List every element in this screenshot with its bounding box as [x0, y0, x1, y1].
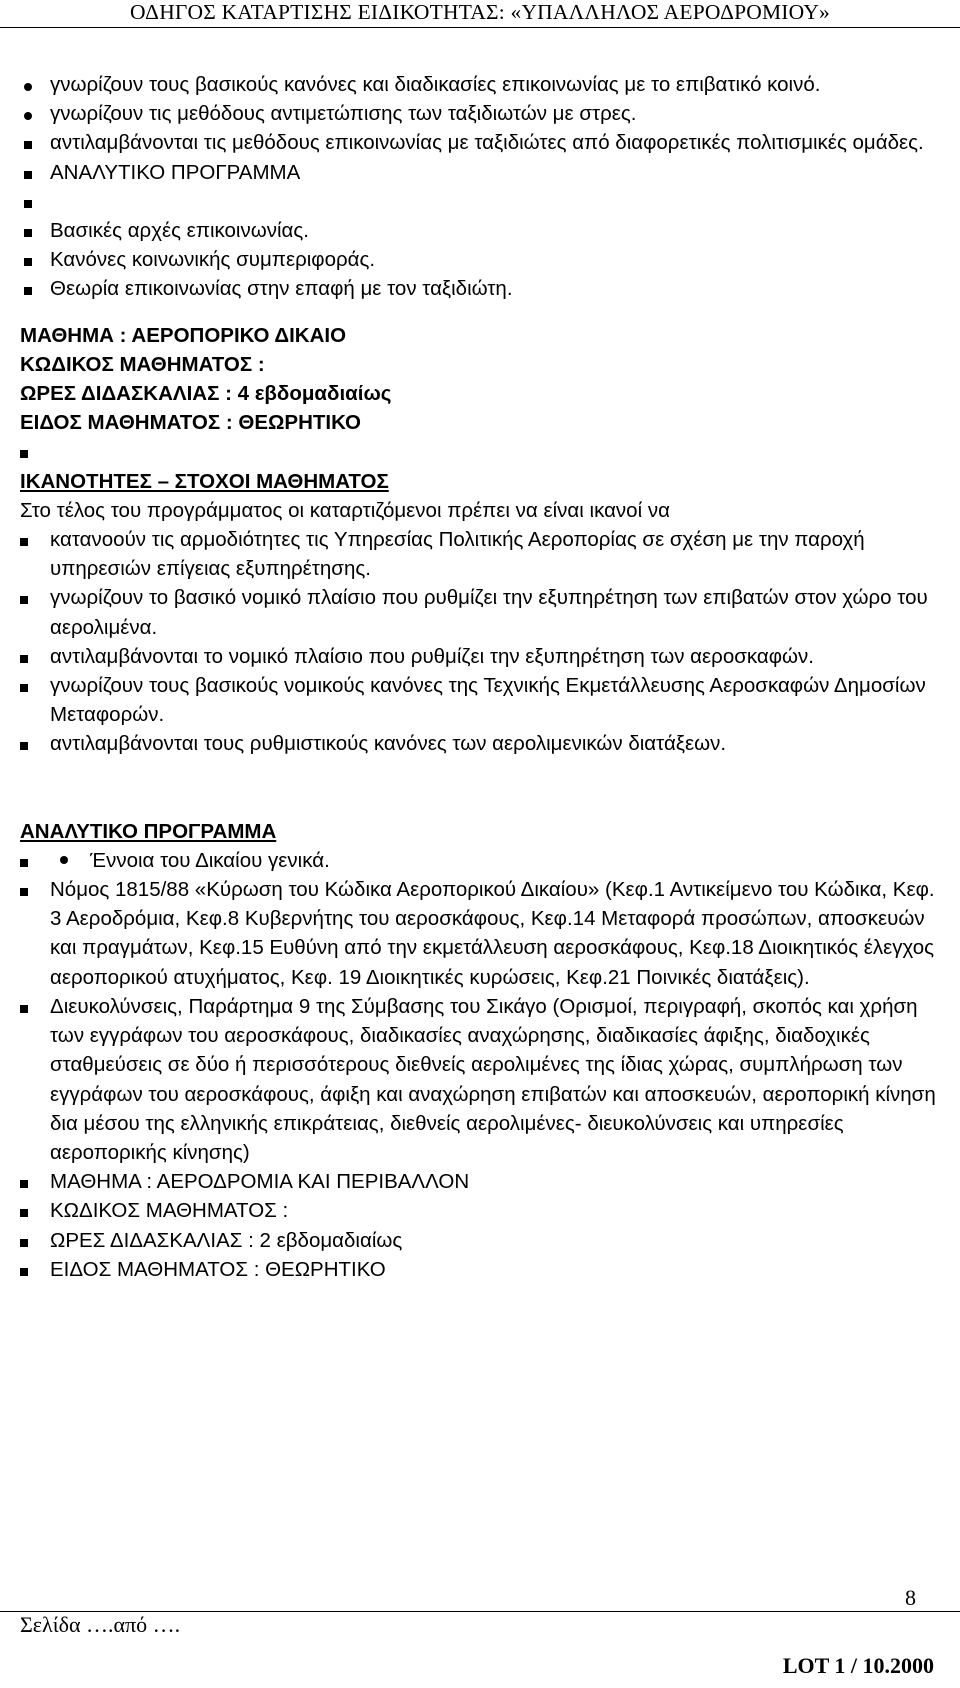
- square-bullet-icon: [24, 274, 32, 303]
- course-code: ΚΩΔΙΚΟΣ ΜΑΘΗΜΑΤΟΣ :: [20, 352, 265, 376]
- square-bullet-icon: [24, 158, 32, 187]
- goals-heading: ΙΚΑΝΟΤΗΤΕΣ – ΣΤΟΧΟΙ ΜΑΘΗΜΑΤΟΣ: [20, 469, 389, 493]
- program-item: ΚΩΔΙΚΟΣ ΜΑΘΗΜΑΤΟΣ :: [20, 1196, 940, 1225]
- intro-item: ΑΝΑΛΥΤΙΚΟ ΠΡΟΓΡΑΜΜΑ: [20, 158, 940, 187]
- square-bullet-icon: [20, 1196, 28, 1225]
- lot-label: LOT 1 / 10.2000: [782, 1653, 934, 1678]
- empty-bullet-item: [20, 437, 940, 466]
- program-item: Διευκολύνσεις, Παράρτημα 9 της Σύμβασης του Σικάγο (Ορισμοί, περιγραφή, σκοπός και χρήση των εγγράφων του αεροσκάφους, διαδικασίες αναχώρησης, διαδικασίες άφιξης, διαδοχικές σταθμεύσεις σε δύο ή περισσότερους διεθνείς αερολιμένες της ίδιας χώρας, συμπλήρωση των εγγράφων του αεροσκάφους, άφιξη και αναχώρηση επιβατών και αποσκευών, αεροπορική κίνηση δια μέσου της ελληνικής επικράτειας, διεθνείς αερολιμένες- διευκολύνσεις και υπηρεσίες αεροπορικής κίνησης): [20, 992, 940, 1167]
- square-bullet-icon: [20, 1226, 28, 1255]
- square-bullet-icon: [20, 642, 28, 671]
- header-title: ΟΔΗΓΟΣ ΚΑΤΑΡΤΙΣΗΣ ΕΙΔΙΚΟΤΗΤΑΣ: «ΥΠΑΛΛΗΛΟΣ ΑΕΡΟΔΡΟΜΙΟΥ»: [129, 0, 830, 24]
- round-bullet-icon: [24, 99, 32, 128]
- square-bullet-icon: [20, 1167, 28, 1196]
- page-content: [20, 70, 940, 1284]
- square-bullet-icon: [24, 187, 32, 216]
- page-number: 8: [905, 1585, 916, 1610]
- round-bullet-icon: [60, 856, 68, 864]
- round-bullet-icon: [24, 70, 32, 99]
- program-heading: ΑΝΑΛΥΤΙΚΟ ΠΡΟΓΡΑΜΜΑ: [20, 819, 277, 843]
- program-item: ΜΑΘΗΜΑ : ΑΕΡΟΔΡΟΜΙΑ ΚΑΙ ΠΕΡΙΒΑΛΛΟΝ: [20, 1167, 940, 1196]
- goal-item: αντιλαμβάνονται τους ρυθμιστικούς κανόνες των αερολιμενικών διατάξεων.: [20, 729, 940, 758]
- square-bullet-icon: [20, 583, 28, 612]
- intro-item: γνωρίζουν τις μεθόδους αντιμετώπισης των ταξιδιωτών με στρες.: [20, 99, 940, 128]
- intro-item: γνωρίζουν τους βασικούς κανόνες και διαδικασίες επικοινωνίας με το επιβατικό κοινό.: [20, 70, 940, 99]
- course-type: ΕΙΔΟΣ ΜΑΘΗΜΑΤΟΣ : ΘΕΩΡΗΤΙΚΟ: [20, 411, 361, 435]
- program-item: Νόμος 1815/88 «Κύρωση του Κώδικα Αεροπορικού Δικαίου» (Κεφ.1 Αντικείμενο του Κώδικα, Κεφ. 3 Αεροδρόμια, Κεφ.8 Κυβερνήτης του αεροσκάφους, Κεφ.14 Μεταφορά προσώπων, αποσκευών και πραγμάτων, Κεφ.15 Ευθύνη από την εκμετάλλευση αεροσκάφους, Κεφ.18 Διοικητικός έλεγχος αεροπορικού ατυχήματος, Κεφ. 19 Διοικητικές κυρώσεις, Κεφ.21 Ποινικές διατάξεις).: [20, 875, 940, 992]
- square-bullet-icon: [20, 992, 28, 1021]
- goal-item: γνωρίζουν το βασικό νομικό πλαίσιο που ρυθμίζει την εξυπηρέτηση των επιβατών στον χώρο του αερολιμένα.: [20, 583, 940, 641]
- goal-item: κατανοούν τις αρμοδιότητες τις Υπηρεσίας Πολιτικής Αεροπορίας σε σχέση με την παροχή υπηρεσιών επίγειας εξυπηρέτησης.: [20, 525, 940, 583]
- square-bullet-icon: [20, 846, 28, 875]
- square-bullet-icon: [20, 437, 28, 466]
- intro-item: αντιλαμβάνονται τις μεθόδους επικοινωνίας με ταξιδιώτες από διαφορετικές πολιτισμικές ομάδες.: [20, 128, 940, 157]
- intro-item-empty: [20, 187, 940, 216]
- program-item: Έννοια του Δικαίου γενικά.: [20, 846, 940, 875]
- program-item: ΕΙΔΟΣ ΜΑΘΗΜΑΤΟΣ : ΘΕΩΡΗΤΙΚΟ: [20, 1255, 940, 1284]
- square-bullet-icon: [20, 1255, 28, 1284]
- course-hours: ΩΡΕΣ ΔΙΔΑΣΚΑΛΙΑΣ : 4 εβδομαδιαίως: [20, 382, 392, 406]
- intro-item: Θεωρία επικοινωνίας στην επαφή με τον ταξιδιώτη.: [20, 274, 940, 303]
- square-bullet-icon: [20, 729, 28, 758]
- square-bullet-icon: [24, 128, 32, 157]
- intro-item: Κανόνες κοινωνικής συμπεριφοράς.: [20, 245, 940, 274]
- page-label: Σελίδα ….από ….: [20, 1612, 181, 1637]
- square-bullet-icon: [24, 245, 32, 274]
- goal-item: γνωρίζουν τους βασικούς νομικούς κανόνες της Τεχνικής Εκμετάλλευσης Αεροσκαφών Δημοσίων Μεταφορών.: [20, 671, 940, 729]
- square-bullet-icon: [20, 671, 28, 700]
- program-item: ΩΡΕΣ ΔΙΔΑΣΚΑΛΙΑΣ : 2 εβδομαδιαίως: [20, 1226, 940, 1255]
- document-header: [0, 0, 960, 28]
- course-title: ΜΑΘΗΜΑ : ΑΕΡΟΠΟΡΙΚΟ ΔΙΚΑΙΟ: [20, 323, 347, 347]
- square-bullet-icon: [20, 875, 28, 904]
- goals-intro: Στο τέλος του προγράμματος οι καταρτιζόμενοι πρέπει να είναι ικανοί να: [20, 498, 670, 522]
- square-bullet-icon: [20, 525, 28, 554]
- square-bullet-icon: [24, 216, 32, 245]
- intro-item: Βασικές αρχές επικοινωνίας.: [20, 216, 940, 245]
- goal-item: αντιλαμβάνονται το νομικό πλαίσιο που ρυθμίζει την εξυπηρέτηση των αεροσκαφών.: [20, 642, 940, 671]
